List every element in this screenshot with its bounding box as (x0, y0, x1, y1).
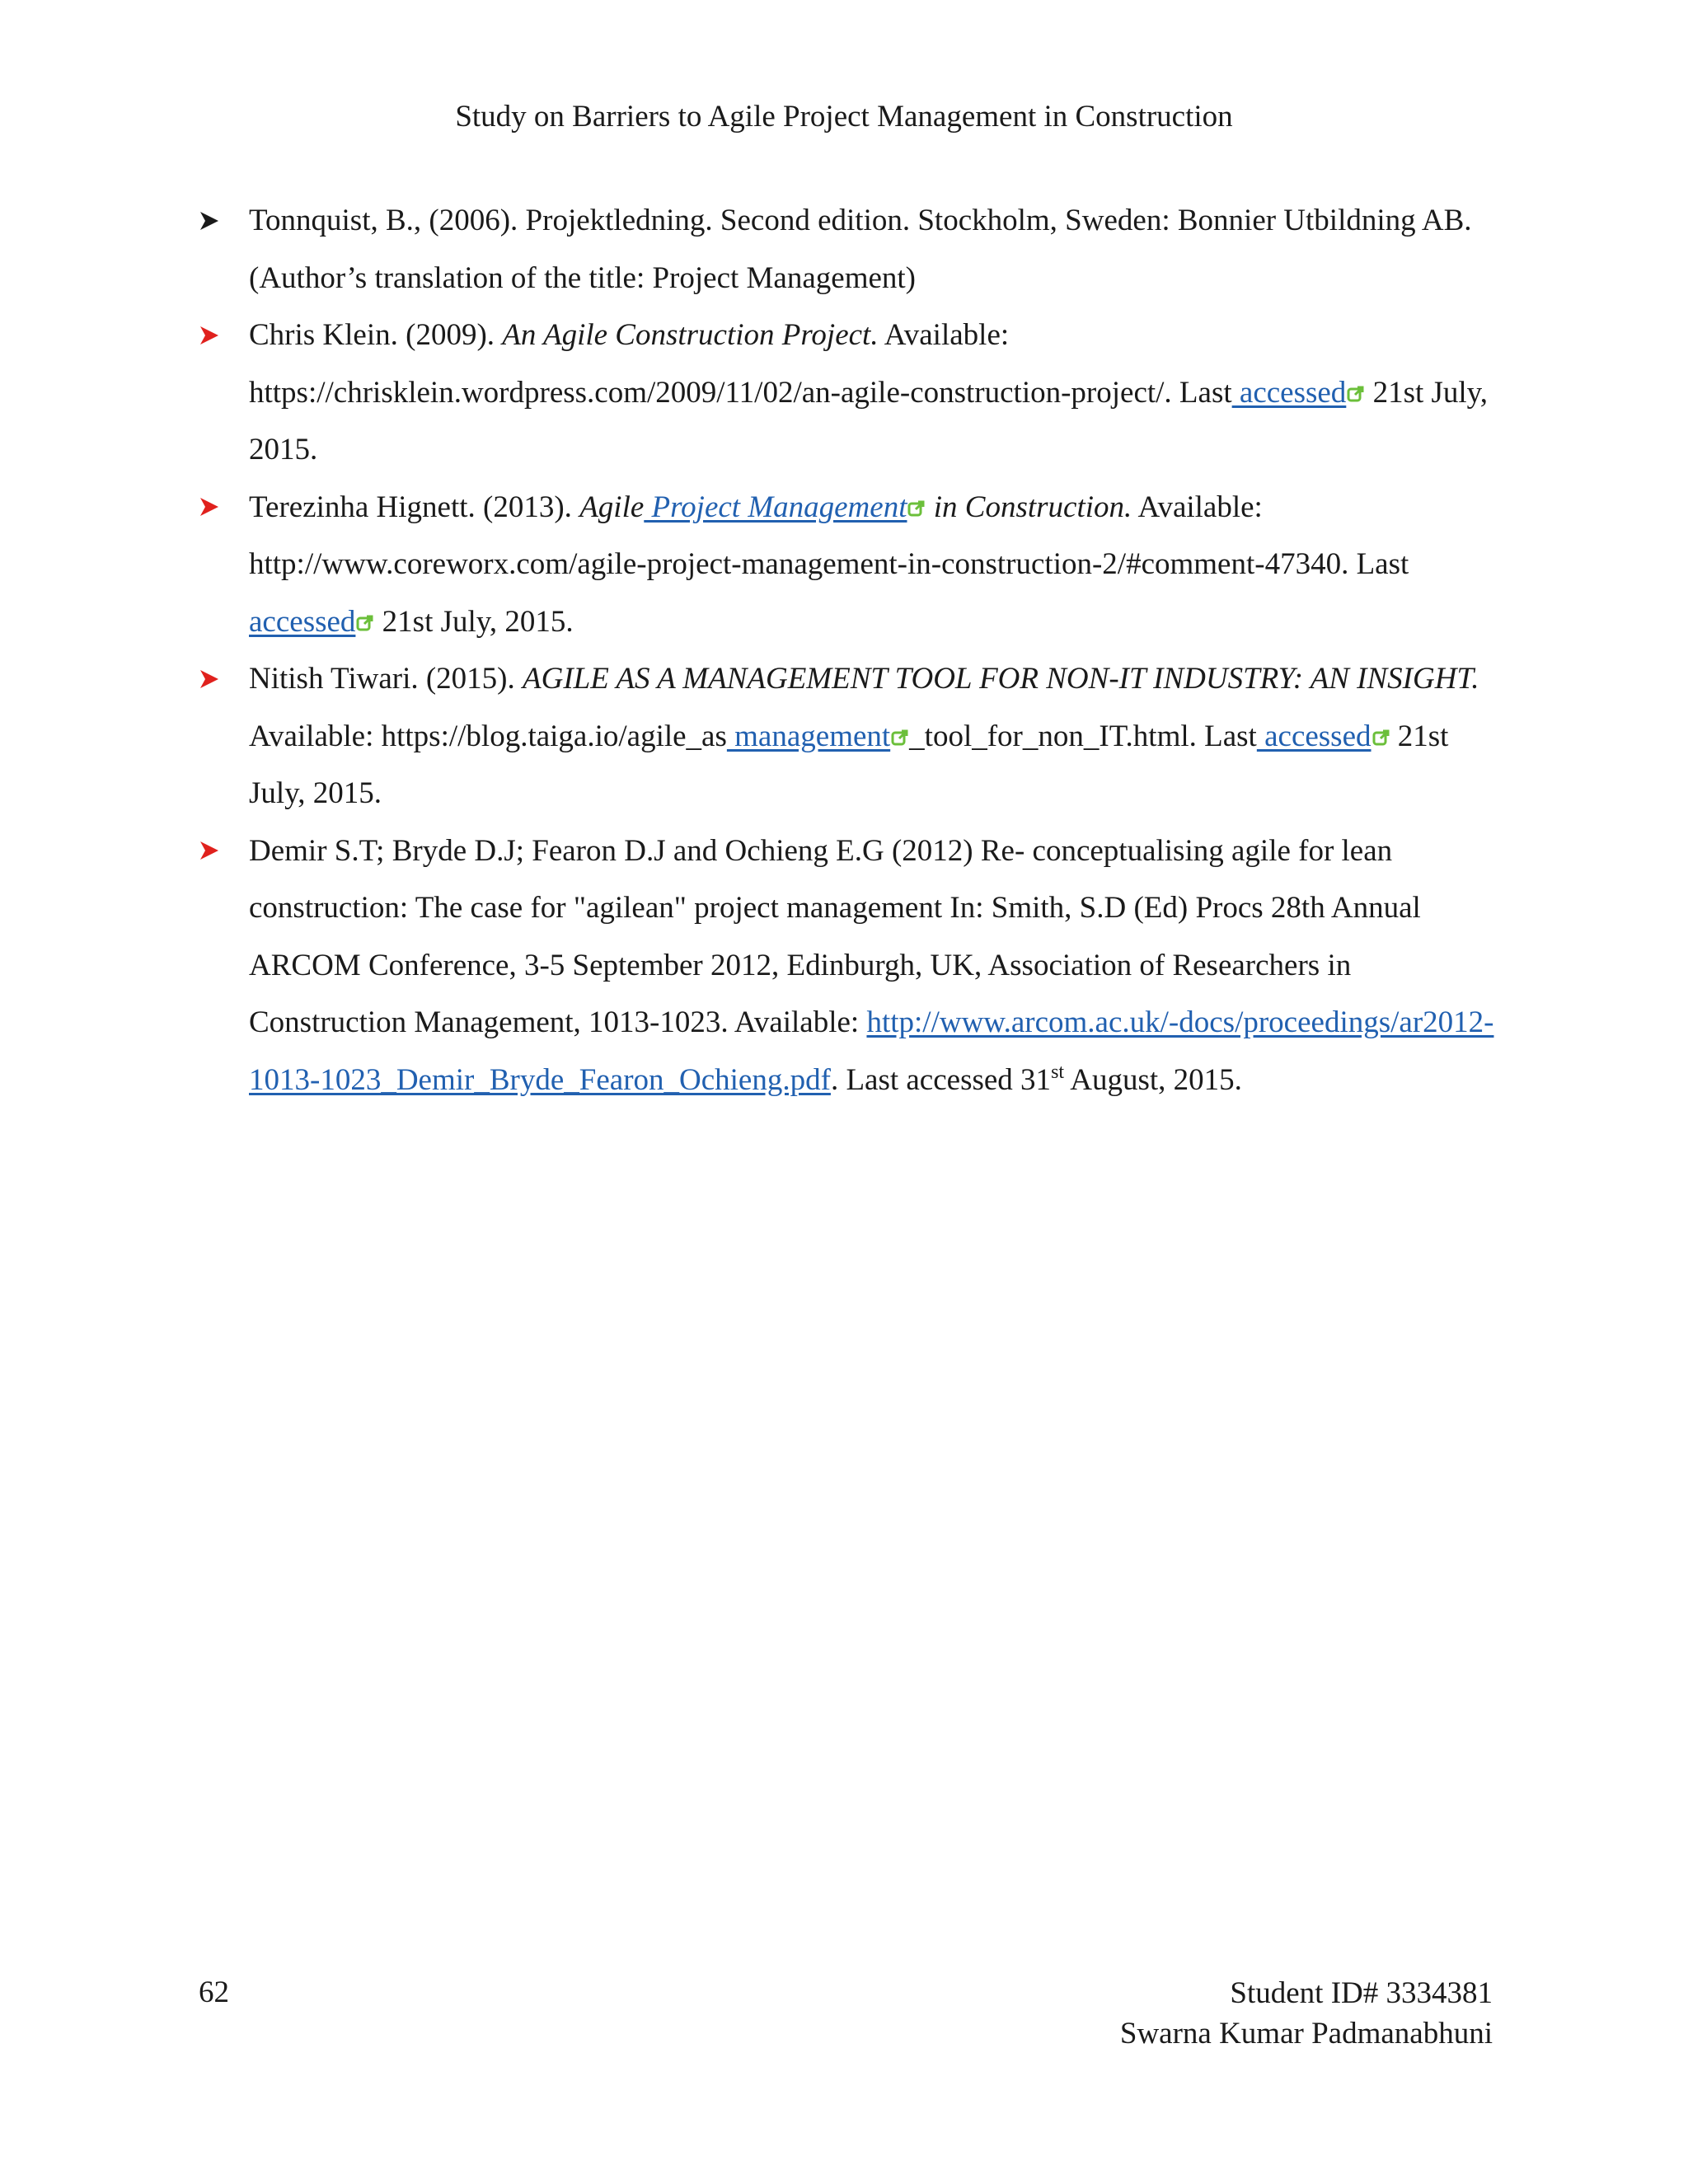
accessed-link[interactable]: accessed (249, 604, 356, 639)
superscript: st (1051, 1061, 1065, 1083)
management-link[interactable]: management (726, 719, 891, 753)
reference-item (249, 823, 1502, 1109)
reference-title: AGILE AS A MANAGEMENT TOOL FOR NON-IT INDUSTRY: AN INSIGHT. (523, 662, 1479, 696)
reference-text: . Last accessed 31 (830, 1062, 1052, 1097)
arrow-bullet-icon (198, 307, 227, 364)
reference-title: An Agile Construction Project. (502, 318, 879, 352)
reference-text: Available: https://blog.taiga.io/agile_as (249, 719, 727, 753)
reference-title: Agile (579, 490, 645, 524)
reference-text: Tonnquist, B., (2006). Projektledning. Second edition. Stockholm, Sweden: Bonnier Utbildning AB. (Author’s translation of the title: Project Management) (249, 204, 1472, 295)
reference-item (249, 192, 1502, 307)
accessed-link[interactable]: accessed (1256, 719, 1372, 753)
arrow-bullet-icon (198, 192, 227, 250)
student-id: Student ID# 3334381 (1230, 1976, 1493, 2010)
reference-text: August, 2015. (1064, 1062, 1242, 1097)
external-link-icon[interactable] (356, 614, 374, 632)
reference-text: Chris Klein. (2009). (249, 318, 503, 352)
reference-text: Available: http://www.coreworx.com/agile-project-management-in-construction-2/#comment-47340. Last (249, 490, 1409, 581)
reference-text: Nitish Tiwari. (2015). (249, 662, 523, 696)
external-link-icon[interactable] (1347, 385, 1365, 403)
reference-item (249, 479, 1502, 651)
arcom-pdf-link[interactable]: http://www.arcom.ac.uk/-docs/proceedings/ar2012-1013-1023_Demir_Bryde_Fearon_Ochieng.pdf (249, 1005, 1494, 1097)
reference-item (249, 307, 1502, 479)
reference-text: 21st July, 2015. (249, 719, 1449, 810)
page-header (0, 97, 1688, 137)
accessed-link[interactable]: accessed (1231, 375, 1347, 410)
project-management-link[interactable]: Project Management (644, 490, 907, 524)
reference-text: Available: https://chrisklein.wordpress.com/2009/11/02/an-agile-construction-project/. Last (249, 318, 1232, 410)
page-number: 62 (199, 1975, 229, 2009)
external-link-icon[interactable] (891, 729, 909, 747)
arrow-bullet-icon (198, 479, 227, 537)
reference-text: _tool_for_non_IT.html. Last (909, 719, 1257, 753)
reference-text: 21st July, 2015. (374, 604, 574, 639)
external-link-icon[interactable] (907, 499, 926, 518)
reference-list (249, 192, 1502, 1108)
reference-text: Terezinha Hignett. (2013). (249, 490, 580, 524)
reference-title: in Construction. (926, 490, 1132, 524)
external-link-icon[interactable] (1372, 729, 1390, 747)
reference-item (249, 650, 1502, 823)
student-name: Swarna Kumar Padmanabhuni (1119, 2017, 1493, 2050)
header-title: Study on Barriers to Agile Project Management in Construction (455, 100, 1233, 134)
arrow-bullet-icon (198, 823, 227, 880)
reference-text: 21st July, 2015. (249, 375, 1489, 466)
footer-author-block (1120, 1973, 1493, 2054)
arrow-bullet-icon (198, 650, 227, 708)
reference-text: Demir S.T; Bryde D.J; Fearon D.J and Ochieng E.G (2012) Re- conceptualising agile for lean construction: The case for "agilean" project management In: Smith, S.D (Ed) Procs 28th Annual ARCOM Conference, 3-5 September 2012, Edinburgh, UK, Association of Researchers in Construction Management, 1013-1023. Available: (249, 833, 1421, 1039)
